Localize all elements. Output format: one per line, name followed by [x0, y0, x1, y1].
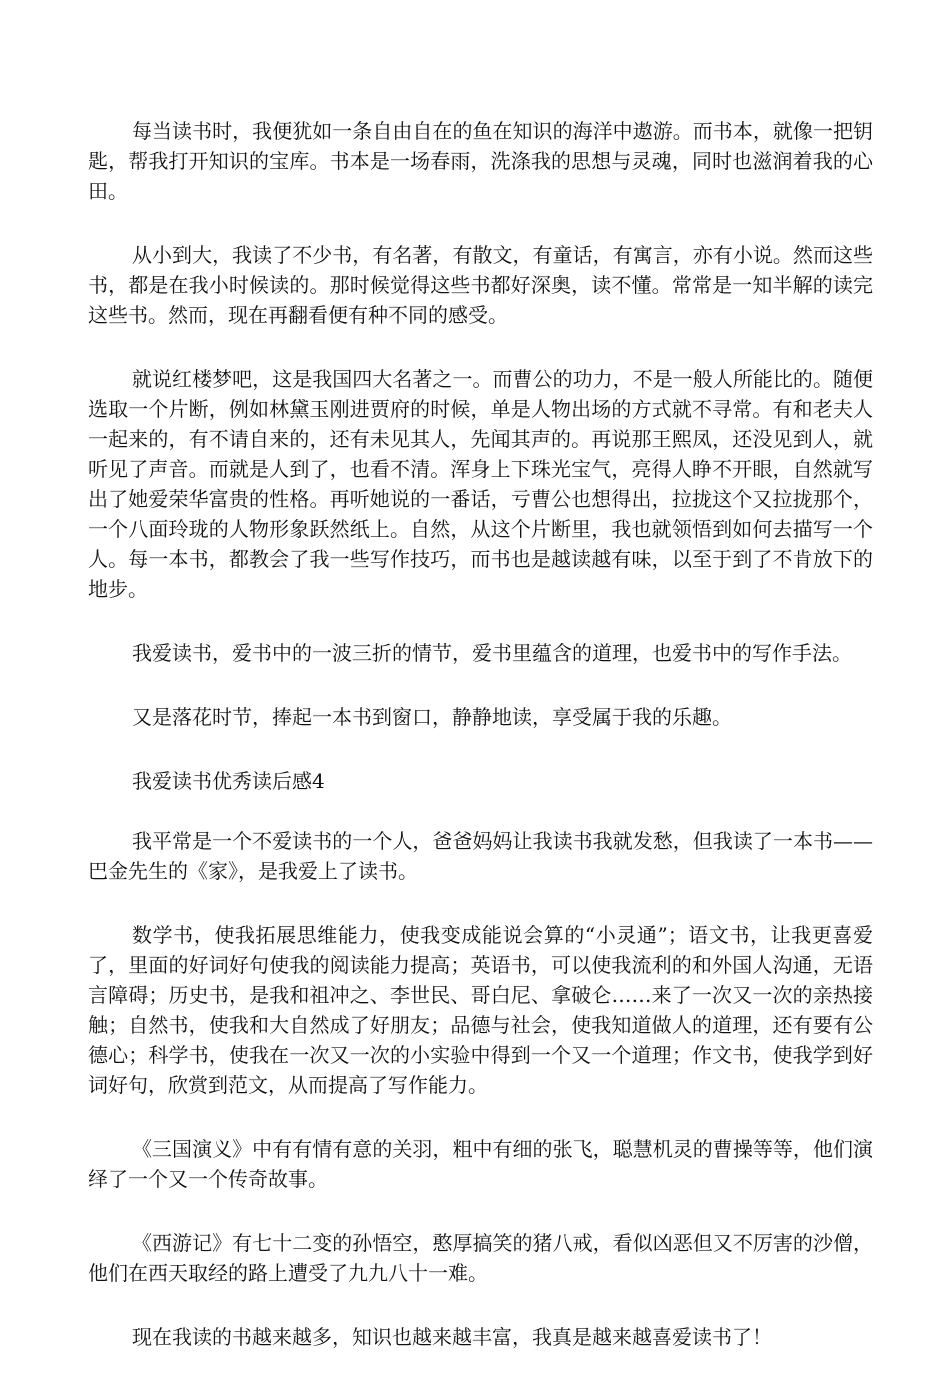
paragraph-growing-up: 从小到大，我读了不少书，有名著，有散文，有童话，有寓言，亦有小说。然而这些书，都是在我小时候读的。那时候觉得这些书都好深奥，读不懂。常常是一知半解的读完这些书。然而，现在再翻看便有种不同的感受。	[88, 243, 873, 327]
paragraph-love-reading: 我爱读书，爱书中的一波三折的情节，爱书里蕴含的道理，也爱书中的写作手法。	[132, 641, 852, 665]
paragraph-journey-west: 《西游记》有七十二变的孙悟空，憨厚搞笑的猪八戒，看似凶恶但又不厉害的沙僧，他们在西天取经的路上遭受了九九八十一难。	[88, 1231, 873, 1285]
paragraph-subjects: 数学书，使我拓展思维能力，使我变成能说会算的“小灵通”；语文书，让我更喜爱了，里面的好词好句使我的阅读能力提高；英语书，可以使我流利的和外国人沟通，无语言障碍；历史书，是我和祖冲之、李世民、哥白尼、拿破仑……来了一次又一次的亲热接触；自然书，使我和大自然成了好朋友；品德与社会，使我知道做人的道理，还有要有公德心；科学书，使我在一次又一次的小实验中得到一个又一个道理；作文书，使我学到好词好句，欣赏到范文，从而提高了写作能力。	[88, 923, 873, 1097]
paragraph-conclusion: 现在我读的书越来越多，知识也越来越丰富，我真是越来越喜爱读书了！	[132, 1325, 772, 1349]
section-title: 我爱读书优秀读后感4	[132, 769, 325, 793]
paragraph-three-kingdoms: 《三国演义》中有有情有意的关羽，粗中有细的张飞，聪慧机灵的曹操等等，他们演绎了一个又一个传奇故事。	[88, 1137, 873, 1191]
document-page	[88, 116, 873, 1386]
paragraph-intro: 每当读书时，我便犹如一条自由自在的鱼在知识的海洋中遨游。而书本，就像一把钥匙，帮我打开知识的宝库。书本是一场春雨，洗涤我的思想与灵魂，同时也滋润着我的心田。	[88, 119, 873, 203]
paragraph-jia: 我平常是一个不爱读书的一个人，爸爸妈妈让我读书我就发愁，但我读了一本书——巴金先生的《家》，是我爱上了读书。	[88, 829, 873, 883]
paragraph-hongloumeng: 就说红楼梦吧，这是我国四大名著之一。而曹公的功力，不是一般人所能比的。随便选取一个片断，例如林黛玉刚进贾府的时候，单是人物出场的方式就不寻常。有和老夫人一起来的，有不请自来的，还有未见其人，先闻其声的。再说那王熙凤，还没见到人，就听见了声音。而就是人到了，也看不清。浑身上下珠光宝气，亮得人睁不开眼，自然就写出了她爱荣华富贵的性格。再听她说的一番话，亏曹公也想得出，拉拢这个又拉拢那个，一个八面玲珑的人物形象跃然纸上。自然，从这个片断里，我也就领悟到如何去描写一个人。每一本书，都教会了我一些写作技巧，而书也是越读越有味，以至于到了不肯放下的地步。	[88, 367, 873, 601]
paragraph-falling-flowers: 又是落花时节，捧起一本书到窗口，静静地读，享受属于我的乐趣。	[132, 705, 732, 729]
